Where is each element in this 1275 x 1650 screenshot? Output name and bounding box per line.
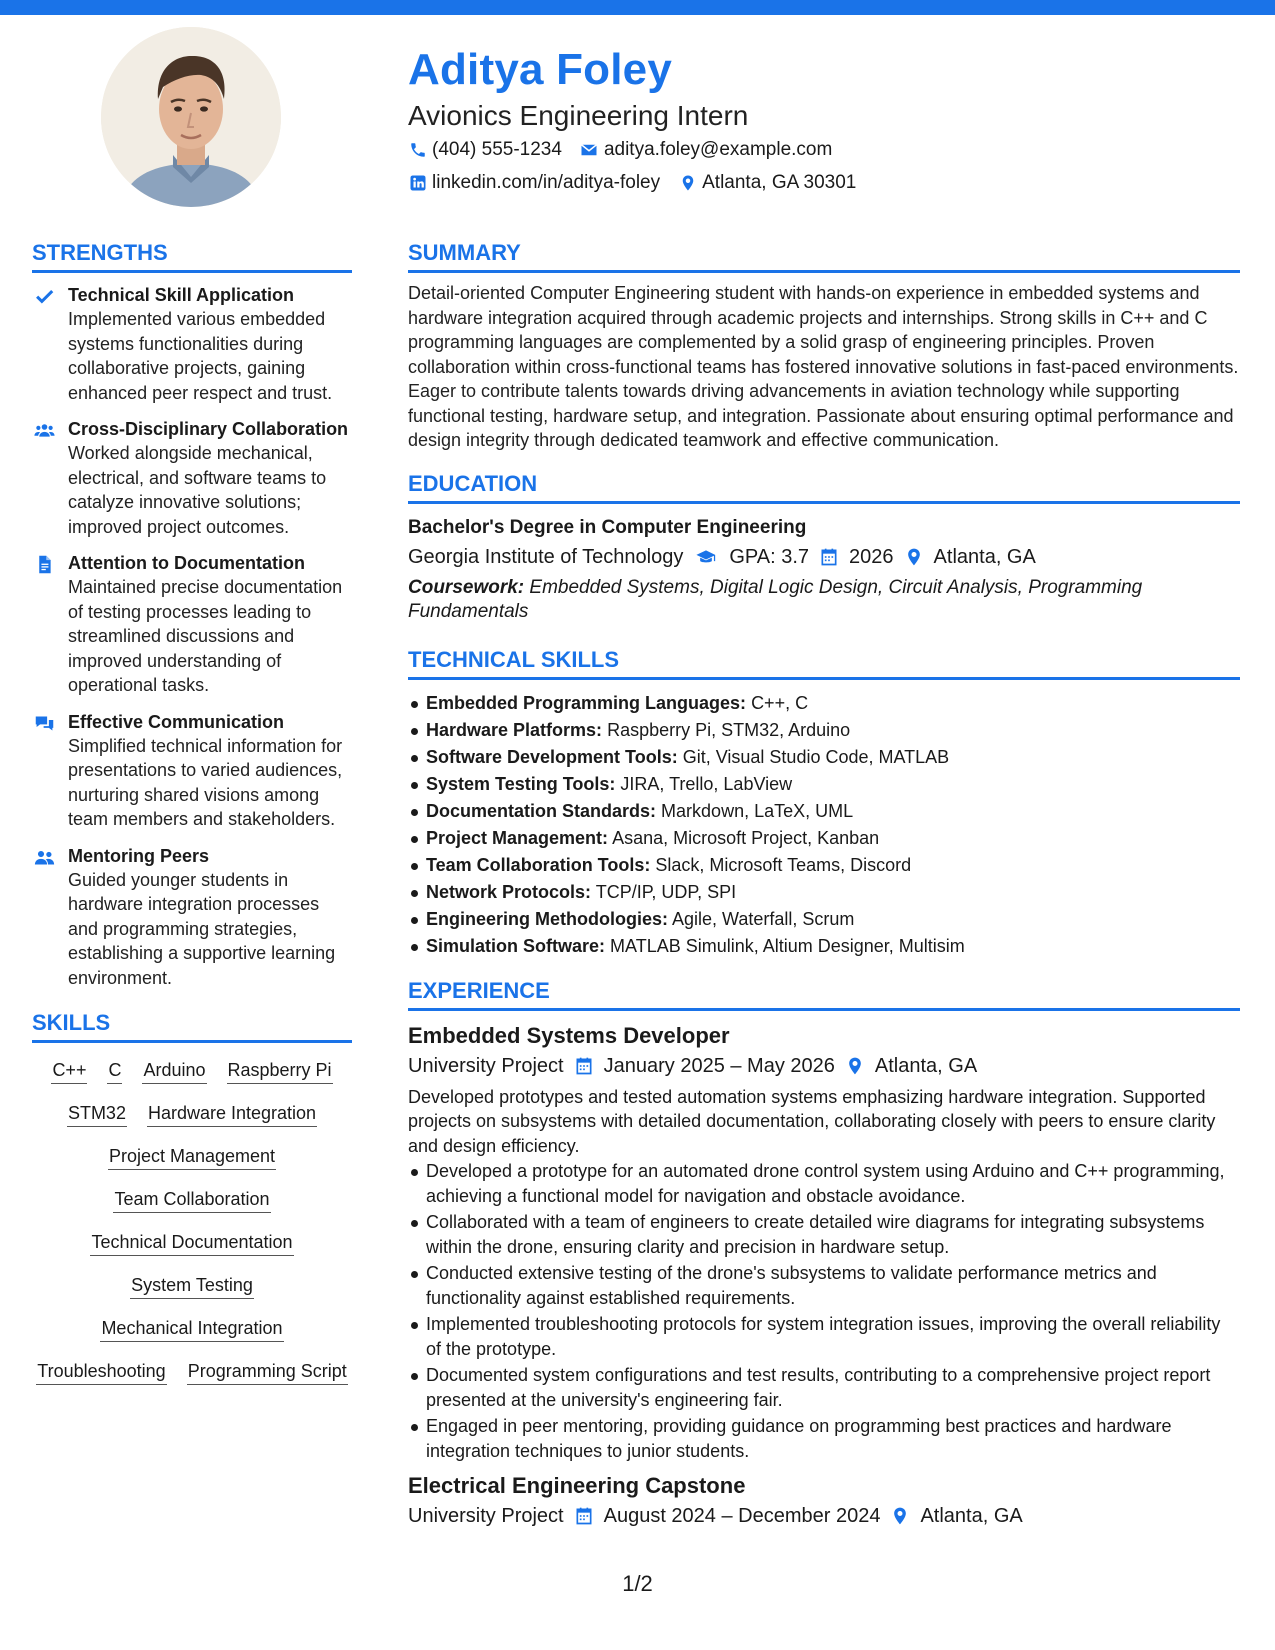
job-bullets [408, 1159, 1240, 1463]
skill-values: Asana, Microsoft Project, Kanban [612, 827, 880, 848]
list-item: Implemented troubleshooting protocols for system integration issues, improving the overall reliability of the prototype. [408, 1312, 1240, 1361]
list-item [408, 717, 1240, 744]
profile-photo [101, 27, 281, 207]
list-item: Conducted extensive testing of the drone's subsystems to validate performance metrics and functionality against established requirements. [408, 1261, 1240, 1310]
skill-values: Raspberry Pi, STM32, Arduino [607, 719, 851, 740]
skill-tag: Hardware Integration [147, 1100, 317, 1127]
strength-title: Attention to Documentation [68, 553, 305, 573]
linkedin-icon [408, 174, 427, 193]
job-location: Atlanta, GA [920, 1505, 1023, 1527]
list-item [408, 879, 1240, 906]
map-pin-icon [845, 1056, 865, 1076]
list-item [408, 906, 1240, 933]
graduation-cap-icon [693, 547, 719, 567]
left-column [32, 238, 352, 1385]
job-org: University Project [408, 1054, 564, 1077]
skill-category: Team Collaboration Tools: [426, 854, 651, 875]
candidate-name: Aditya Foley [408, 45, 673, 94]
skill-values: C++, C [751, 692, 809, 713]
education-entry [408, 514, 1240, 625]
map-pin-icon [904, 547, 924, 567]
list-item [408, 933, 1240, 960]
degree-title: Bachelor's Degree in Computer Engineering [408, 516, 807, 538]
document-icon [32, 551, 56, 698]
skill-category: Network Protocols: [426, 881, 592, 902]
page-number: 1/2 [622, 1571, 653, 1596]
graduation-year: 2026 [849, 545, 894, 568]
location-contact [678, 167, 856, 199]
strength-item [32, 551, 352, 698]
experience-entry [408, 1471, 1240, 1531]
skill-tag: STM32 [67, 1100, 127, 1127]
skill-tag: Arduino [142, 1057, 206, 1084]
list-item: Developed a prototype for an automated drone control system using Arduino and C++ programming, achieving a functional model for navigation and obstacle avoidance. [408, 1159, 1240, 1208]
skill-category: Engineering Methodologies: [426, 908, 668, 929]
contact-row-2 [408, 167, 1238, 199]
comments-icon [32, 710, 56, 832]
list-item [408, 825, 1240, 852]
gpa-text: GPA: 3.7 [729, 545, 810, 568]
strength-desc: Worked alongside mechanical, electrical, and software teams to catalyze innovative solutions; improved project outcomes. [68, 443, 327, 537]
coursework-label: Coursework: [408, 576, 525, 598]
skill-category: Documentation Standards: [426, 800, 657, 821]
skill-tag: Troubleshooting [36, 1358, 166, 1385]
calendar-icon [819, 547, 839, 567]
skill-tag: System Testing [130, 1272, 254, 1299]
list-item [408, 852, 1240, 879]
skill-category: Software Development Tools: [426, 746, 678, 767]
job-meta [408, 1051, 1240, 1081]
strength-title: Cross-Disciplinary Collaboration [68, 419, 349, 439]
strength-desc: Guided younger students in hardware integration processes and programming strategies, establishing a supportive learning environment. [68, 869, 336, 988]
strengths-heading: STRENGTHS [32, 238, 352, 273]
list-item [408, 690, 1240, 717]
education-meta [408, 542, 1240, 572]
skill-tag: Programming Script [187, 1358, 348, 1385]
skill-tag: C++ [51, 1057, 87, 1084]
technical-skills-heading: TECHNICAL SKILLS [408, 645, 1240, 680]
email-contact[interactable] [580, 134, 832, 166]
phone-icon [408, 141, 427, 160]
user-group-icon [32, 844, 56, 991]
resume-header [408, 40, 1238, 199]
skill-tag: Team Collaboration [113, 1186, 270, 1213]
skill-values: MATLAB Simulink, Altium Designer, Multisim [610, 935, 965, 956]
education-location: Atlanta, GA [933, 545, 1036, 568]
skill-category: Embedded Programming Languages: [426, 692, 747, 713]
list-item [408, 744, 1240, 771]
contact-row-1 [408, 134, 1238, 166]
strength-item [32, 844, 352, 991]
strength-desc: Implemented various embedded systems functionalities during collaborative projects, gaining enhanced peer respect and trust. [68, 309, 333, 403]
envelope-icon [580, 141, 599, 160]
skill-values: Git, Visual Studio Code, MATLAB [682, 746, 950, 767]
job-dates: January 2025 – May 2026 [603, 1054, 835, 1077]
job-dates: August 2024 – December 2024 [603, 1505, 881, 1527]
skill-values: TCP/IP, UDP, SPI [595, 881, 737, 902]
skill-category: Simulation Software: [426, 935, 606, 956]
skill-tag: Mechanical Integration [100, 1315, 283, 1342]
job-description: Developed prototypes and tested automation systems emphasizing hardware integration. Supported projects on subsystems with detailed documentation, collaborating closely with peers to ensure clarity and design efficiency. [408, 1086, 1216, 1156]
phone-text: (404) 555-1234 [432, 139, 562, 160]
skill-category: Hardware Platforms: [426, 719, 603, 740]
skills-heading: SKILLS [32, 1008, 352, 1043]
skill-tag: C [107, 1057, 122, 1084]
skill-values: Slack, Microsoft Teams, Discord [655, 854, 912, 875]
list-item [408, 798, 1240, 825]
skill-tag: Technical Documentation [90, 1229, 293, 1256]
job-meta [408, 1501, 1240, 1531]
strength-desc: Simplified technical information for presentations to varied audiences, nurturing shared visions among team members and stakeholders. [68, 735, 343, 829]
strength-item [32, 710, 352, 832]
job-title: Electrical Engineering Capstone [408, 1473, 746, 1498]
skill-values: Markdown, LaTeX, UML [661, 800, 854, 821]
phone-contact[interactable] [408, 134, 562, 166]
users-icon [32, 417, 56, 539]
list-item: Documented system configurations and test results, contributing to a comprehensive project report presented at the university's engineering fair. [408, 1363, 1240, 1412]
coursework [408, 576, 1240, 625]
experience-heading: EXPERIENCE [408, 976, 1240, 1011]
right-column [408, 238, 1240, 1531]
check-icon [32, 283, 56, 405]
calendar-icon [574, 1056, 594, 1076]
strength-title: Technical Skill Application [68, 285, 295, 305]
list-item: Engaged in peer mentoring, providing guidance on programming best practices and hardware integration techniques to junior students. [408, 1414, 1240, 1463]
strength-title: Effective Communication [68, 711, 285, 732]
linkedin-text: linkedin.com/in/aditya-foley [432, 172, 661, 193]
job-org: University Project [408, 1505, 564, 1527]
strength-item [32, 417, 352, 539]
summary-heading: SUMMARY [408, 238, 1240, 273]
job-location: Atlanta, GA [874, 1054, 978, 1077]
list-item [408, 771, 1240, 798]
job-title: Embedded Systems Developer [408, 1022, 730, 1048]
map-pin-icon [678, 174, 697, 193]
summary-text: Detail-oriented Computer Engineering student with hands-on experience in embedded systems and hardware integration acquired through academic projects and internships. Strong skills in C++ and C programming languages are complemented by a solid grasp of engineering principles. Proven collaboration within cross-functional teams has fostered innovative solutions in fast-paced environments. Eager to contribute talents towards driving advancements in aviation technology while supporting functional testing, hardware setup, and integration. Passionate about ensuring optimal performance and design integrity through dedicated teamwork and effective communication. [408, 283, 1239, 450]
map-pin-icon [890, 1506, 910, 1526]
skill-tag: Project Management [108, 1143, 276, 1170]
top-accent-bar [0, 0, 1275, 15]
coursework-list: Embedded Systems, Digital Logic Design, Circuit Analysis, Programming Fundamentals [408, 576, 1143, 622]
skill-category: Project Management: [426, 827, 609, 848]
location-text: Atlanta, GA 30301 [702, 172, 857, 193]
strength-item [32, 283, 352, 405]
email-text: aditya.foley@example.com [603, 139, 833, 160]
linkedin-contact[interactable] [408, 167, 660, 199]
calendar-icon [574, 1506, 594, 1526]
skill-category: System Testing Tools: [426, 773, 616, 794]
strengths-list [32, 283, 352, 990]
skill-values: Agile, Waterfall, Scrum [672, 908, 855, 929]
strength-title: Mentoring Peers [68, 845, 210, 866]
education-heading: EDUCATION [408, 469, 1240, 504]
experience-entry [408, 1021, 1240, 1464]
school-name: Georgia Institute of Technology [408, 545, 684, 568]
technical-skills-list [408, 690, 1240, 960]
candidate-title: Avionics Engineering Intern [408, 100, 749, 131]
list-item: Collaborated with a team of engineers to create detailed wire diagrams for integrating subsystems within the drone, ensuring clarity and precision in hardware setup. [408, 1210, 1240, 1259]
skill-tag: Raspberry Pi [227, 1057, 333, 1084]
skills-tags [32, 1057, 352, 1385]
skill-values: JIRA, Trello, LabView [620, 773, 793, 794]
strength-desc: Maintained precise documentation of testing processes leading to streamlined discussions and improved understanding of operational tasks. [68, 577, 343, 695]
